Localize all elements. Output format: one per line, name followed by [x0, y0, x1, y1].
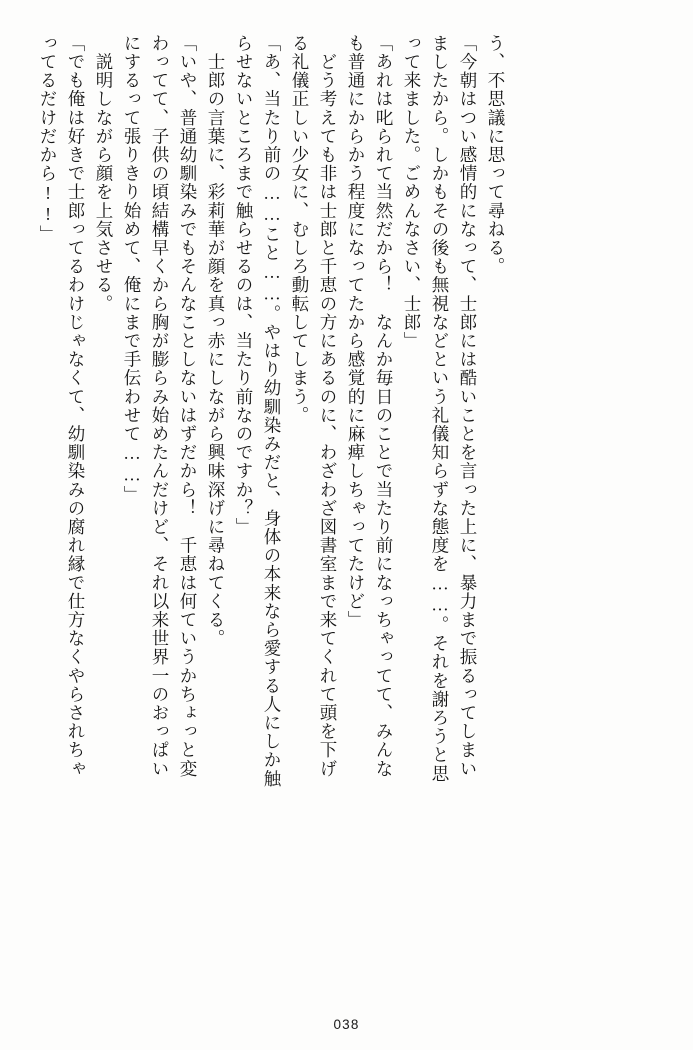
text-line: わってて、子供の頃結構早くから胸が膨らみ始めたんだけど、それ以来世界一のおっぱい	[150, 34, 170, 778]
text-line: 説明しながら顔を上気させる。	[94, 34, 114, 313]
text-line: 士郎の言葉に、彩莉華が顔を真っ赤にしながら興味深げに尋ねてくる。	[206, 34, 226, 648]
text-line: どう考えても非は士郎と千恵の方にあるのに、わざわざ図書室まで来てくれて頭を下げ	[318, 34, 338, 778]
text-line: らせないところまで触らせるのは、当たり前なのですか？」	[234, 34, 254, 537]
text-line: って来ました。ごめんなさい、士郎」	[402, 34, 422, 351]
text-line: う、不思議に思って尋ねる。	[486, 34, 506, 276]
text-line: にするって張りきり始めて、俺にまで手伝わせて……」	[122, 34, 142, 504]
text-line: 「いや、普通幼馴染みでもそんなことしないはずだから！ 千恵は何ていうかちょっと変	[178, 34, 198, 778]
text-line: 「あれは叱られて当然だから！ なんか毎日のことで当たり前になっちゃってて、みんな	[374, 34, 394, 778]
text-line: る礼儀正しい少女に、むしろ動転してしまう。	[290, 34, 310, 425]
text-line: 「でも俺は好きで士郎ってるわけじゃなくて、幼馴染みの腐れ縁で仕方なくやらされちゃ	[66, 34, 86, 778]
vertical-text-block	[28, 34, 667, 984]
text-line: 「あ、当たり前の……こと……。やはり幼馴染みだと、身体の本来なら愛する人にしか触	[262, 34, 282, 788]
text-line: 「今朝はつい感情的になって、士郎には酷いことを言った上に、暴力まで振るってしまい	[458, 34, 478, 778]
text-line: も普通にからかう程度になってたから感覚的に麻痺しちゃってたけど」	[346, 34, 366, 630]
text-line: ましたから。しかもその後も無視などという礼儀知らずな態度を……。それを謝ろうと思	[430, 34, 450, 783]
page-number: 038	[333, 1017, 360, 1032]
text-line: ってるだけだから!!」	[38, 34, 58, 244]
